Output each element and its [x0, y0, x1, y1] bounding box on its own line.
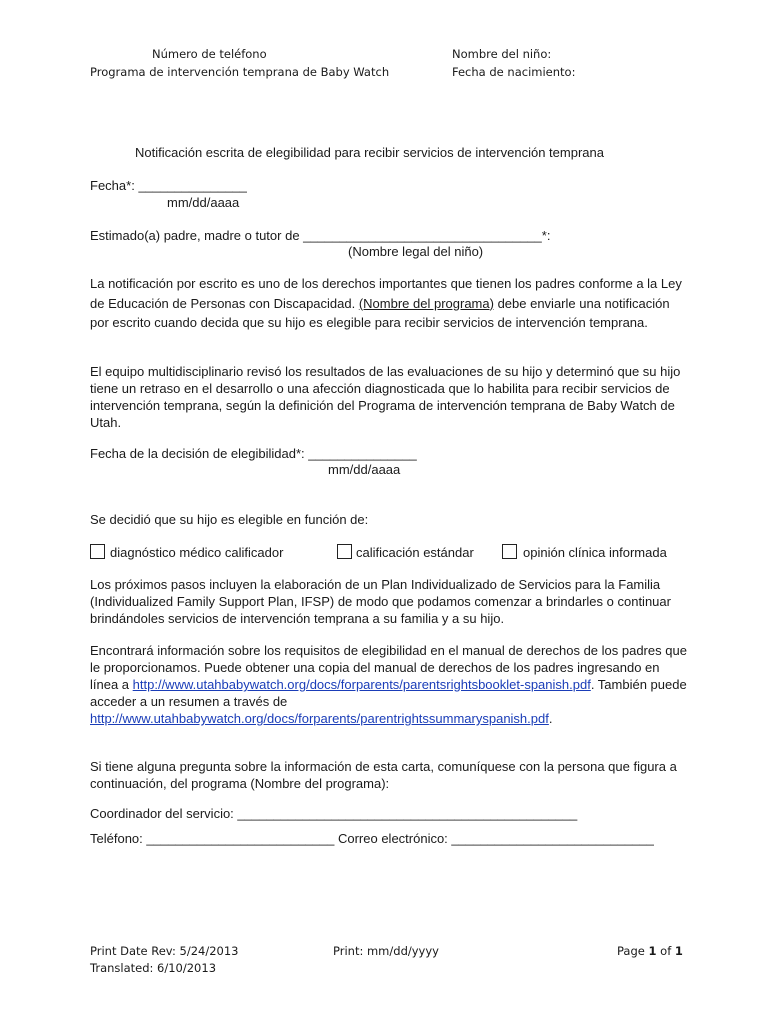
child-name-label: Nombre del niño:: [452, 47, 552, 61]
program-name-placeholder: (Nombre del programa): [358, 295, 494, 311]
paragraph-next-steps: Los próximos pasos incluyen la elaboración de un Plan Individualizado de Servicios para la Familia (Individualized Family Support Plan, IFSP) de modo que podamos comenzar a brindarles o continuar brindándoles servicios de intervención temprana a su familia y a su hijo.: [90, 577, 671, 626]
page-current: 1: [648, 944, 657, 958]
checkbox-standard-score[interactable]: [337, 544, 352, 559]
eligibility-basis-intro: Se decidió que su hijo es elegible en función de:: [90, 512, 369, 527]
page-prefix: Page: [617, 944, 649, 958]
decision-date-format-hint: mm/dd/aaaa: [328, 462, 401, 477]
birth-date-label: Fecha de nacimiento:: [452, 65, 576, 79]
salutation-text: Estimado(a) padre, madre o tutor de: [90, 228, 304, 243]
phone-number-label: Número de teléfono: [152, 47, 267, 61]
footer-translated-date: Translated: 6/10/2013: [90, 961, 217, 975]
option-label-clinical-opinion: opinión clínica informada: [523, 545, 667, 560]
salutation-suffix: *:: [541, 228, 551, 243]
paragraph-evaluation: El equipo multidisciplinario revisó los resultados de las evaluaciones de su hijo y determinó que su hijo tiene un retraso en el desarrollo o una afección diagnosticada que lo habilita para recibir servicios de intervención temprana, según la definición del Programa de intervención temprana de Baby Watch de Utah.: [90, 364, 681, 430]
decision-date-field: [90, 446, 417, 461]
page-of: of: [656, 944, 675, 958]
service-coordinator-field: [90, 806, 577, 821]
coordinator-blank: _______________________________________________: [237, 806, 578, 821]
contact-field: [90, 831, 654, 846]
program-name-header: Programa de intervención temprana de Baby Watch: [90, 65, 390, 79]
parent-rights-summary-link[interactable]: http://www.utahbabywatch.org/docs/forparents/parentrightssummaryspanish.pdf: [90, 711, 549, 726]
paragraph-rights-text-1: La notificación por escrito es uno de los derechos importantes que tienen los padres conforme a la Ley de Educación de Personas con Discapacidad.: [90, 276, 682, 311]
paragraph-rights-notice: [90, 274, 690, 333]
decision-date-blank: _______________: [308, 446, 417, 461]
option-label-standard-score: calificación estándar: [356, 545, 474, 560]
paragraph-contact-info: Si tiene alguna pregunta sobre la información de esta carta, comuníquese con la persona que figura a continuación, del programa (Nombre del programa):: [90, 759, 677, 791]
date-label: Fecha*:: [90, 178, 135, 193]
checkbox-clinical-opinion[interactable]: [502, 544, 517, 559]
footer-page-number: [617, 944, 683, 958]
date-field: [90, 178, 247, 193]
paragraph-manual-text-2: . También puede acceder a un resumen a través de: [90, 677, 687, 709]
date-blank: _______________: [138, 178, 247, 193]
email-blank: ____________________________: [451, 831, 654, 846]
decision-date-label: Fecha de la decisión de elegibilidad*:: [90, 446, 305, 461]
checkbox-medical-diagnosis[interactable]: [90, 544, 105, 559]
salutation: [90, 228, 550, 243]
document-title: Notificación escrita de elegibilidad para recibir servicios de intervención temprana: [135, 145, 604, 160]
phone-blank: __________________________: [146, 831, 335, 846]
footer-print-placeholder: Print: mm/dd/yyyy: [333, 944, 439, 958]
phone-label: Teléfono:: [90, 831, 147, 846]
page-total: 1: [674, 944, 683, 958]
email-label: Correo electrónico:: [334, 831, 452, 846]
paragraph-manual-text-1: Encontrará información sobre los requisitos de elegibilidad en el manual de derechos de los padres que le proporcionamos. Puede obtener una copia del manual de derechos de los padres ingresando en línea a: [90, 643, 687, 692]
paragraph-rights-manual: [90, 642, 690, 727]
child-legal-name-hint: (Nombre legal del niño): [348, 244, 484, 259]
footer-print-date-rev: Print Date Rev: 5/24/2013: [90, 944, 239, 958]
parents-rights-booklet-link[interactable]: http://www.utahbabywatch.org/docs/forparents/parentsrightsbooklet-spanish.pdf: [132, 677, 591, 692]
child-name-blank: _________________________________: [303, 228, 542, 243]
date-format-hint: mm/dd/aaaa: [167, 195, 240, 210]
paragraph-manual-text-3: .: [548, 711, 553, 726]
coordinator-label: Coordinador del servicio:: [90, 806, 238, 821]
paragraph-rights-text-2: debe enviarle una notificación por escrito cuando decida que su hijo es elegible para recibir servicios de intervención temprana.: [90, 295, 670, 330]
option-label-medical-diagnosis: diagnóstico médico calificador: [110, 545, 284, 560]
